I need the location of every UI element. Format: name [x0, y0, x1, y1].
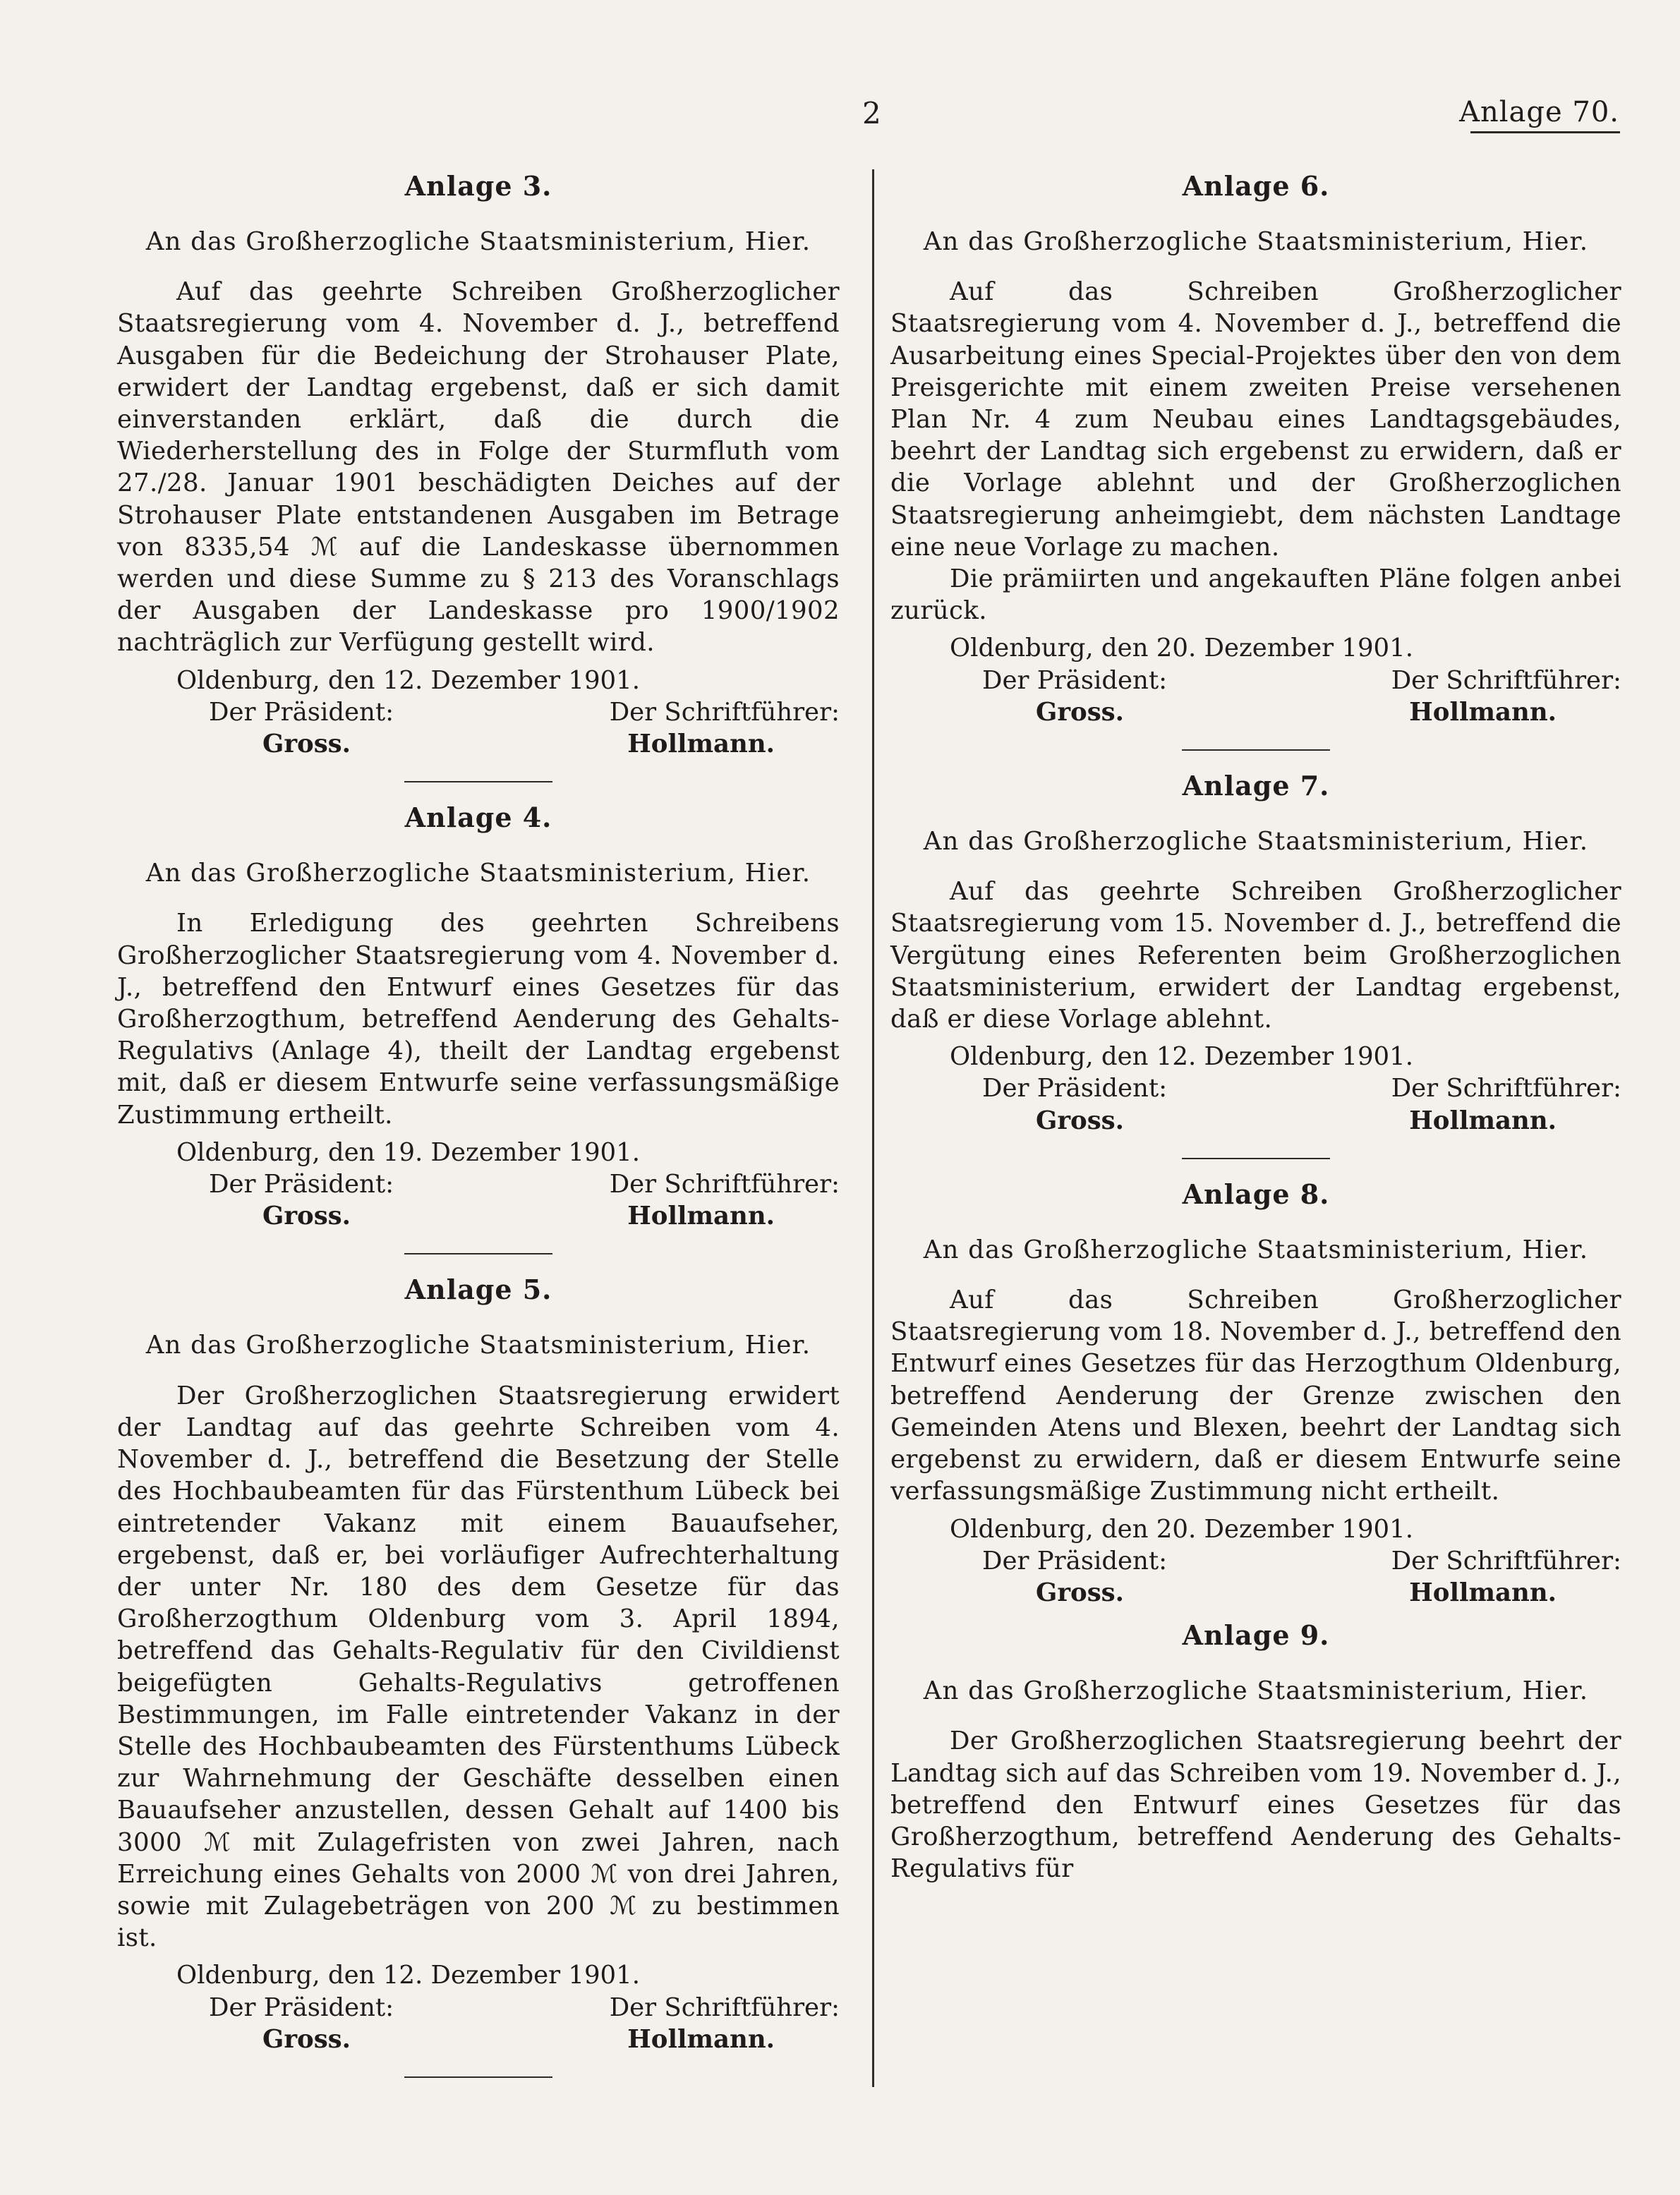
annex-3 [117, 168, 840, 760]
president-role: Der Präsident: [209, 1170, 394, 1199]
president-role: Der Präsident: [209, 1993, 394, 2022]
secretary-name: Hollmann. [627, 730, 775, 759]
annex-body: Auf das geehrte Schreiben Großherzoglicher Staatsregierung vom 4. November d. J., betreffend Ausgaben für die Bedeichung der Strohauser Plate, erwidert der Landtag ergebenst, daß er sich damit einverstanden erklärt, daß die durch die Wiederherstellung des in Folge der Sturmfluth vom 27./28. Januar 1901 beschädigten Deiches auf der Strohauser Plate entstandenen Ausgaben im Betrage von 8335,54 ℳ auf die Landeskasse übernommen werden und diese Summe zu § 213 des Voranschlags der Ausgaben der Landeskasse pro 1900/1902 nachträglich zur Verfügung gestellt wird. [117, 277, 840, 658]
place-date: Oldenburg, den 20. Dezember 1901. [950, 1514, 1413, 1544]
secretary-role: Der Schriftführer: [609, 1170, 840, 1199]
place-date: Oldenburg, den 19. Dezember 1901. [176, 1137, 640, 1167]
annex-body: Der Großherzoglichen Staatsregierung erwidert der Landtag auf das geehrte Schreiben vom 4. November d. J., betreffend die Besetzung der Stelle des Hochbaubeamten für das Fürstenthum Lübeck bei eintretender Vakanz mit einem Bauaufseher, ergebenst, daß er, bei vorläufiger Aufrechterhaltung der unter Nr. 180 des dem Gesetze für das Großherzogthum Oldenburg vom 3. April 1894, betreffend das Gehalts-Regulativ für den Civildienst beigefügten Gehalts-Regulativs getroffenen Bestimmungen, im Falle eintretender Vakanz in der Stelle des Hochbaubeamten des Fürstenthums Lübeck zur Wahrnehmung der Geschäfte desselben einen Bauaufseher anzustellen, dessen Gehalt auf 1400 bis 3000 ℳ mit Zulagefristen von zwei Jahren, nach Erreichung eines Gehalts von 2000 ℳ von drei Jahren, sowie mit Zulagebeträgen von 200 ℳ zu bestimmen ist. [117, 1381, 840, 1953]
left-column [117, 168, 840, 2095]
president-name: Gross. [1036, 1578, 1125, 1607]
secretary-role: Der Schriftführer: [609, 697, 840, 727]
spacer [890, 1609, 1621, 1617]
secretary-role: Der Schriftführer: [1391, 665, 1621, 695]
annex-8 [890, 1176, 1621, 1609]
secretary-name: Hollmann. [627, 2024, 775, 2054]
annex-body-continued: Die prämiirten und angekauften Pläne folgen anbei zurück. [890, 564, 1621, 626]
annex-4 [117, 799, 840, 1232]
signature-names [890, 1105, 1621, 1137]
annex-address: An das Großherzogliche Staatsministerium, Hier. [145, 859, 811, 888]
annex-separator [404, 2076, 552, 2078]
column-divider [872, 169, 874, 2087]
signature-roles [117, 1168, 840, 1200]
annex-heading: Anlage 4. [404, 802, 552, 834]
annex-heading: Anlage 3. [404, 170, 552, 202]
secretary-name: Hollmann. [627, 1202, 775, 1231]
president-name: Gross. [262, 1202, 351, 1231]
signature-roles [890, 665, 1621, 696]
annex-heading: Anlage 8. [1182, 1178, 1330, 1210]
secretary-name: Hollmann. [1409, 1578, 1557, 1607]
secretary-role: Der Schriftführer: [1391, 1546, 1621, 1576]
annex-5 [117, 1271, 840, 2055]
signature-names [890, 1577, 1621, 1609]
signature-roles [890, 1545, 1621, 1577]
annex-separator [1182, 1158, 1330, 1159]
page-number: 2 [862, 96, 881, 131]
signature-roles [890, 1072, 1621, 1104]
place-date: Oldenburg, den 20. Dezember 1901. [950, 634, 1413, 663]
annex-6 [890, 168, 1621, 728]
secretary-role: Der Schriftführer: [609, 1993, 840, 2022]
right-column [890, 168, 1621, 1885]
annex-heading: Anlage 5. [404, 1274, 552, 1306]
annex-9 [890, 1617, 1621, 1885]
annex-separator [404, 781, 552, 782]
signature-roles [117, 1992, 840, 2024]
signature-names [117, 728, 840, 760]
president-name: Gross. [262, 2024, 351, 2054]
annex-body: In Erledigung des geehrten Schreibens Großherzoglicher Staatsregierung vom 4. November d. J., betreffend den Entwurf eines Gesetzes für das Großherzogthum, betreffend Aenderung des Gehalts-Regulativs (Anlage 4), theilt der Landtag ergebenst mit, daß er diesem Entwurfe seine verfassungsmäßige Zustimmung ertheilt. [117, 909, 840, 1130]
president-role: Der Präsident: [209, 697, 394, 727]
secretary-name: Hollmann. [1409, 1106, 1557, 1135]
annex-separator [404, 1253, 552, 1254]
annex-address: An das Großherzogliche Staatsministerium, Hier. [145, 1331, 811, 1360]
annex-address: An das Großherzogliche Staatsministerium, Hier. [923, 827, 1589, 857]
annex-address: An das Großherzogliche Staatsministerium, Hier. [145, 227, 811, 256]
annex-heading: Anlage 6. [1182, 170, 1330, 202]
page-label-underline [1470, 131, 1620, 133]
annex-address: An das Großherzogliche Staatsministerium, Hier. [923, 227, 1589, 256]
annex-body: Auf das Schreiben Großherzoglicher Staatsregierung vom 18. November d. J., betreffend den Entwurf eines Gesetzes für das Herzogthum Oldenburg, betreffend Aenderung der Grenze zwischen den Gemeinden Atens und Blexen, beehrt der Landtag sich ergebenst zu erwidern, daß er diesem Entwurfe seine verfassungsmäßige Zustimmung nicht ertheilt. [890, 1286, 1621, 1506]
president-name: Gross. [262, 730, 351, 759]
president-name: Gross. [1036, 697, 1125, 727]
annex-address: An das Großherzogliche Staatsministerium, Hier. [923, 1676, 1589, 1706]
president-role: Der Präsident: [982, 665, 1168, 695]
annex-7 [890, 768, 1621, 1137]
annex-body: Auf das geehrte Schreiben Großherzoglicher Staatsregierung vom 15. November d. J., betreffend die Vergütung eines Referenten beim Großherzoglichen Staatsministerium, erwidert der Landtag ergebenst, daß er diese Vorlage ablehnt. [890, 877, 1621, 1034]
president-name: Gross. [1036, 1106, 1125, 1135]
annex-body: Auf das Schreiben Großherzoglicher Staatsregierung vom 4. November d. J., betreffend die Ausarbeitung eines Special-Projektes über den von dem Preisgerichte mit einem zweiten Preise versehenen Plan Nr. 4 zum Neubau eines Landtagsgebäudes, beehrt der Landtag sich ergebenst zu erwidern, daß er die Vorlage ablehnt und der Großherzoglichen Staatsregierung anheimgiebt, dem nächsten Landtage eine neue Vorlage zu machen. [890, 277, 1621, 562]
annex-body: Der Großherzoglichen Staatsregierung beehrt der Landtag sich auf das Schreiben vom 19. November d. J., betreffend den Entwurf eines Gesetzes für das Großherzogthum, betreffend Aenderung des Gehalts-Regulativs für [890, 1727, 1621, 1884]
annex-separator [1182, 749, 1330, 751]
annex-heading: Anlage 9. [1182, 1619, 1330, 1652]
signature-roles [117, 696, 840, 728]
signature-names [117, 2024, 840, 2055]
place-date: Oldenburg, den 12. Dezember 1901. [950, 1042, 1413, 1072]
signature-names [117, 1200, 840, 1232]
place-date: Oldenburg, den 12. Dezember 1901. [176, 1961, 640, 1990]
place-date: Oldenburg, den 12. Dezember 1901. [176, 665, 640, 695]
secretary-name: Hollmann. [1409, 697, 1557, 727]
annex-address: An das Großherzogliche Staatsministerium, Hier. [923, 1235, 1589, 1264]
page-label: Anlage 70. [1459, 96, 1619, 128]
signature-names [890, 696, 1621, 728]
president-role: Der Präsident: [982, 1074, 1168, 1103]
secretary-role: Der Schriftführer: [1391, 1074, 1621, 1103]
annex-heading: Anlage 7. [1182, 770, 1330, 802]
president-role: Der Präsident: [982, 1546, 1168, 1576]
